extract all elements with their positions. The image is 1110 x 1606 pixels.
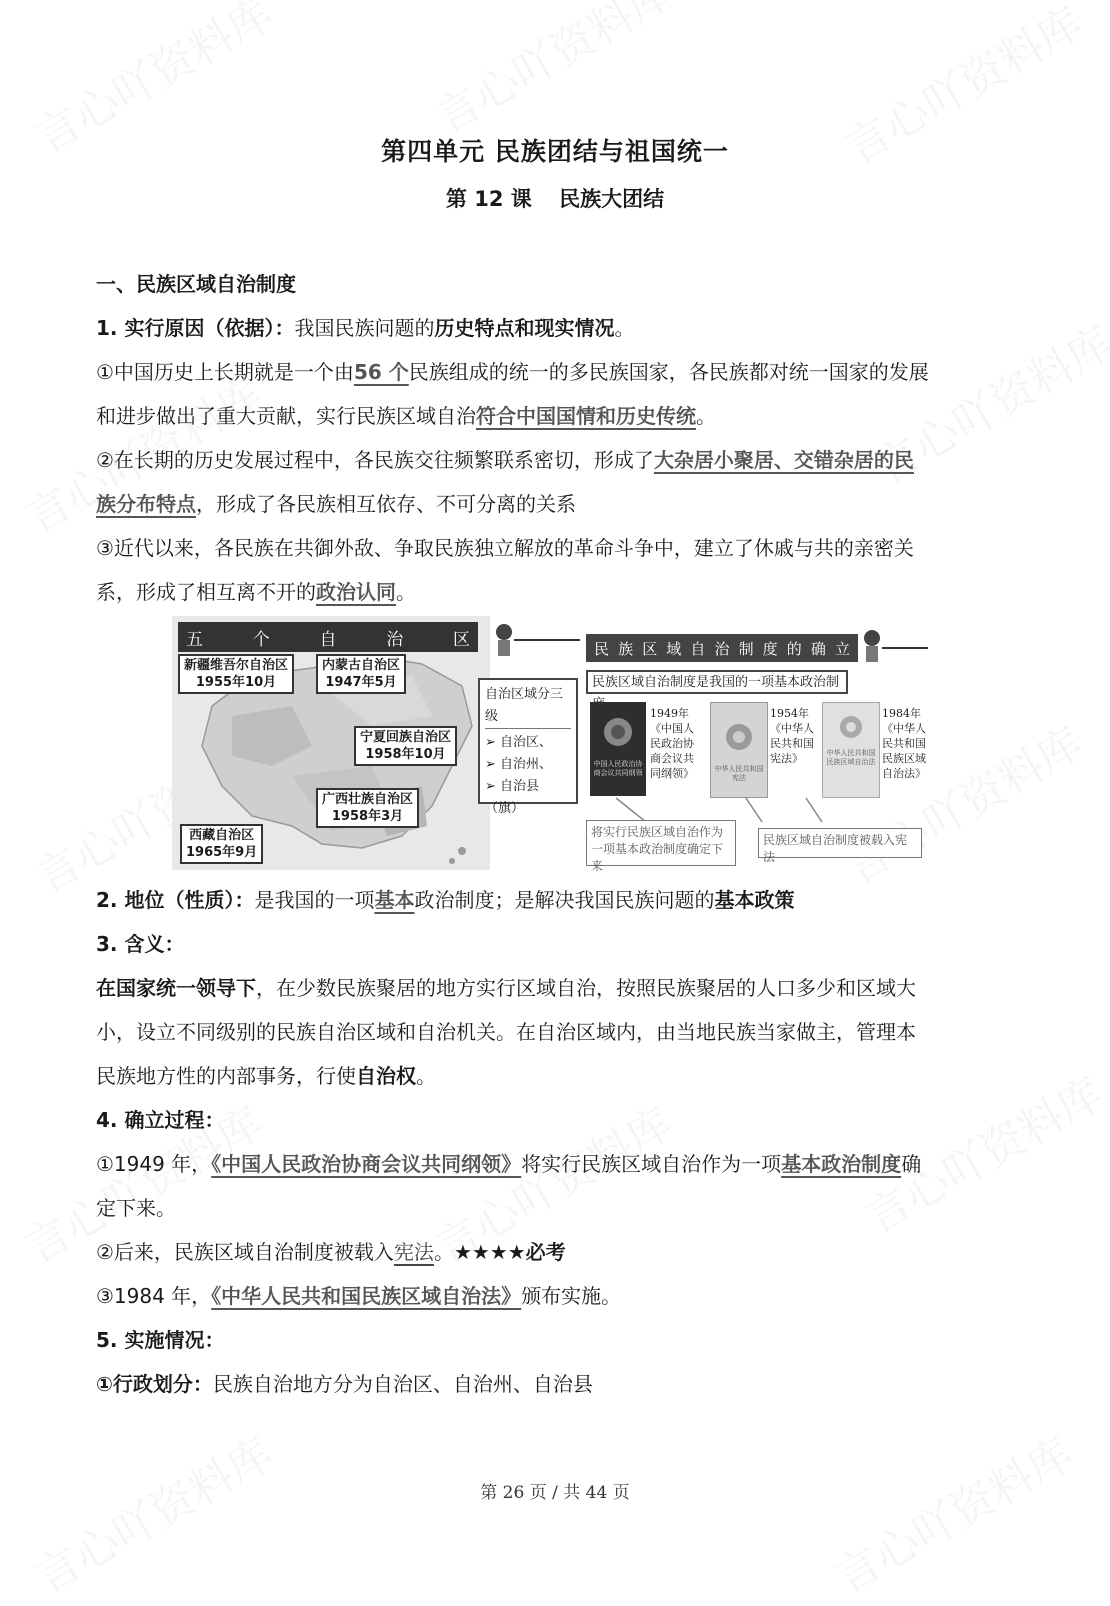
section-2	[96, 878, 1016, 1406]
watermark	[22, 1418, 283, 1605]
book-cover-1949: 中国人民政治协商会议共同纲领	[590, 702, 646, 796]
figure-person-icon	[490, 620, 590, 660]
reason-3-cont: 系，形成了相互离不开的政治认同。	[96, 580, 416, 604]
section-1	[96, 262, 1016, 614]
implementation-1: ①行政划分：民族自治地方分为自治区、自治州、自治县	[96, 1372, 593, 1396]
unit-title: 第四单元 民族团结与祖国统一	[381, 137, 729, 166]
lesson-name: 民族大团结	[559, 187, 665, 211]
establishment-subtitle: 民族区域自治制度是我国的一项基本政治制	[586, 670, 848, 694]
meaning-line-1: 在国家统一领导下，在少数民族聚居的地方实行区域自治，按照民族聚居的人口多少和区域大	[96, 976, 916, 1000]
map-header: 五 个 自 治 区	[178, 622, 478, 652]
book-cover-1954: 中华人民共和国宪法	[710, 702, 768, 798]
watermark	[822, 1418, 1083, 1605]
region-callout-neimenggu: 内蒙古自治区 1947年5月	[316, 654, 406, 694]
reason-2-cont: 族分布特点，形成了各民族相互依存、不可分离的关系	[96, 492, 576, 516]
establishment-header: 民 族 区 域 自 治 制 度 的 确 立	[586, 634, 858, 662]
meaning-line-3: 民族地方性的内部事务，行使自治权。	[96, 1064, 436, 1088]
region-callout-xizang: 西藏自治区 1965年9月	[180, 824, 263, 864]
china-map-panel	[172, 616, 490, 870]
region-callout-ningxia: 宁夏回族自治区 1958年10月	[354, 726, 457, 766]
watermark	[422, 0, 683, 146]
paragraph-implementation-label: 5. 实施情况：	[96, 1328, 225, 1352]
book-caption-1949: 1949年 《中国人民政治协商会议共同纲领》	[650, 707, 694, 780]
reason-1: ①中国历史上长期就是一个由56 个民族组成的统一的多民族国家，各民族都对统一国家的发展	[96, 360, 929, 384]
autonomy-levels-box: 自治区域分三级 ➢ 自治区、 ➢ 自治州、 ➢ 自治县（旗）	[478, 678, 578, 804]
process-step-1-cont: 定下来。	[96, 1196, 176, 1220]
reason-1-cont: 和进步做出了重大贡献，实行民族区域自治符合中国国情和历史传统。	[96, 404, 716, 428]
region-callout-xinjiang: 新疆维吾尔自治区 1955年10月	[178, 654, 294, 694]
reason-3: ③近代以来，各民族在共御外敌、争取民族独立解放的革命斗争中，建立了休戚与共的亲密关	[96, 536, 914, 560]
process-step-1: ①1949 年，《中国人民政治协商会议共同纲领》将实行民族区域自治作为一项基本政治制度确	[96, 1152, 922, 1176]
book-cover-1984: 中华人民共和国民族区域自治法	[822, 702, 880, 798]
note-1949: 将实行民族区域自治作为一项基本政治制度确定下来	[586, 820, 736, 866]
page-footer: 第 26 页 / 共 44 页	[480, 1483, 630, 1503]
exam-stars: ★★★★必考	[453, 1240, 566, 1264]
lesson-title	[0, 183, 1110, 213]
process-step-3: ③1984 年，《中华人民共和国民族区域自治法》颁布实施。	[96, 1284, 622, 1308]
process-step-2: ②后来，民族区域自治制度被载入宪法。★★★★必考	[96, 1240, 566, 1264]
figure-person-icon	[860, 626, 930, 666]
autonomy-figure	[172, 616, 932, 873]
lesson-number: 第 12 课	[445, 187, 532, 211]
region-callout-guangxi: 广西壮族自治区 1958年3月	[316, 788, 419, 828]
section-heading: 一、民族区域自治制度	[96, 272, 296, 296]
reason-2: ②在长期的历史发展过程中，各民族交往频繁联系密切，形成了大杂居小聚居、交错杂居的民	[96, 448, 914, 472]
note-constitution: 民族区域自治制度被载入宪法	[758, 828, 922, 858]
emblem-icon	[590, 702, 646, 796]
meaning-line-2: 小，设立不同级别的民族自治区域和自治机关。在自治区域内，由当地民族当家做主，管理本	[96, 1020, 916, 1044]
paragraph-reason: 1. 实行原因（依据）：我国民族问题的历史特点和现实情况。	[96, 316, 635, 340]
paragraph-process-label: 4. 确立过程：	[96, 1108, 225, 1132]
book-caption-1984: 1984年 《中华人民共和国民族区域自治法》	[882, 707, 926, 780]
paragraph-status: 2. 地位（性质）：是我国的一项基本政治制度；是解决我国民族问题的基本政策	[96, 888, 795, 912]
paragraph-meaning-label: 3. 含义：	[96, 932, 185, 956]
book-caption-1954: 1954年 《中华人民共和国宪法》	[770, 707, 814, 765]
